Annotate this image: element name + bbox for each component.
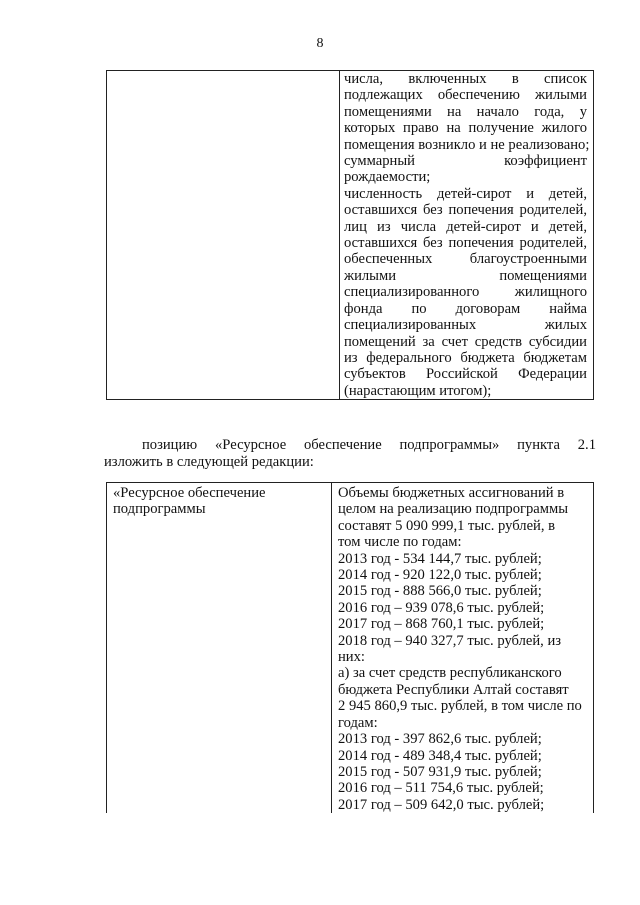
text-line: численность детей-сирот и детей,: [344, 185, 587, 202]
text-line: специализированного жилищного: [344, 284, 587, 301]
text-line: помещениями на начало года, у: [344, 103, 587, 120]
text-line: них:: [338, 649, 365, 666]
text-line: 2015 год - 888 566,0 тыс. рублей;: [338, 583, 542, 600]
table-cell-empty: [107, 71, 340, 400]
resource-values-cell: [332, 483, 594, 814]
text-line: подпрограммы: [113, 501, 206, 518]
text-line: 2 945 860,9 тыс. рублей, в том числе по: [338, 698, 582, 715]
text-line: оставшихся без попечения родителей,: [344, 235, 587, 252]
resource-table: [106, 482, 594, 813]
text-line: годам:: [338, 714, 378, 731]
text-line: Объемы бюджетных ассигнований в: [338, 485, 565, 501]
text-line: обеспеченных благоустроенными: [344, 251, 587, 268]
page-number: 8: [316, 36, 324, 51]
paragraph-line: позицию «Ресурсное обеспечение подпрограммы» пункта 2.1: [142, 437, 596, 453]
text-line: а) за счет средств республиканского: [338, 665, 562, 682]
text-line: том числе по годам:: [338, 534, 462, 551]
text-line: 2014 год - 489 348,4 тыс. рублей;: [338, 747, 542, 764]
text-line: из федерального бюджета бюджетам: [344, 349, 587, 366]
text-line: специализированных жилых: [344, 317, 587, 334]
text-line: суммарный коэффициент: [344, 153, 587, 170]
text-line: числа, включенных в список: [344, 71, 587, 87]
text-line: жилыми помещениями: [344, 267, 587, 284]
text-line: фонда по договорам найма: [344, 300, 587, 317]
text-line: 2018 год – 940 327,7 тыс. рублей, из: [338, 632, 562, 649]
text-line: 2014 год - 920 122,0 тыс. рублей;: [338, 567, 542, 584]
text-line: помещения возникло и не реализовано;: [344, 136, 590, 153]
text-line: 2015 год - 507 931,9 тыс. рублей;: [338, 763, 542, 780]
table-row: [107, 483, 594, 814]
text-line: субъектов Российской Федерации: [344, 366, 587, 383]
text-line: 2016 год – 939 078,6 тыс. рублей;: [338, 599, 545, 616]
indicators-cell: [340, 71, 594, 400]
text-line: «Ресурсное обеспечение: [113, 485, 266, 501]
text-line: 2017 год – 509 642,0 тыс. рублей;: [338, 796, 545, 813]
text-line: 2013 год - 534 144,7 тыс. рублей;: [338, 550, 542, 567]
text-line: рождаемости;: [344, 169, 431, 186]
text-line: лиц из числа детей-сирот и детей,: [344, 218, 587, 235]
paragraph-line: изложить в следующей редакции:: [104, 454, 314, 470]
indicators-table: [106, 70, 594, 400]
resource-label-cell: [107, 483, 332, 814]
text-line: которых право на получение жилого: [344, 120, 587, 137]
text-line: 2017 год – 868 760,1 тыс. рублей;: [338, 616, 545, 633]
text-line: оставшихся без попечения родителей,: [344, 202, 587, 219]
text-line: подлежащих обеспечению жилыми: [344, 87, 587, 104]
text-line: помещений за счет средств субсидии: [344, 333, 587, 350]
text-line: 2013 год - 397 862,6 тыс. рублей;: [338, 731, 542, 748]
table-row: [107, 71, 594, 400]
amendment-paragraph: [104, 437, 596, 471]
text-line: составят 5 090 999,1 тыс. рублей, в: [338, 517, 556, 534]
text-line: 2016 год – 511 754,6 тыс. рублей;: [338, 780, 544, 797]
text-line: бюджета Республики Алтай составят: [338, 681, 569, 698]
text-line: целом на реализацию подпрограммы: [338, 501, 569, 518]
text-line: (нарастающим итогом);: [344, 382, 492, 399]
